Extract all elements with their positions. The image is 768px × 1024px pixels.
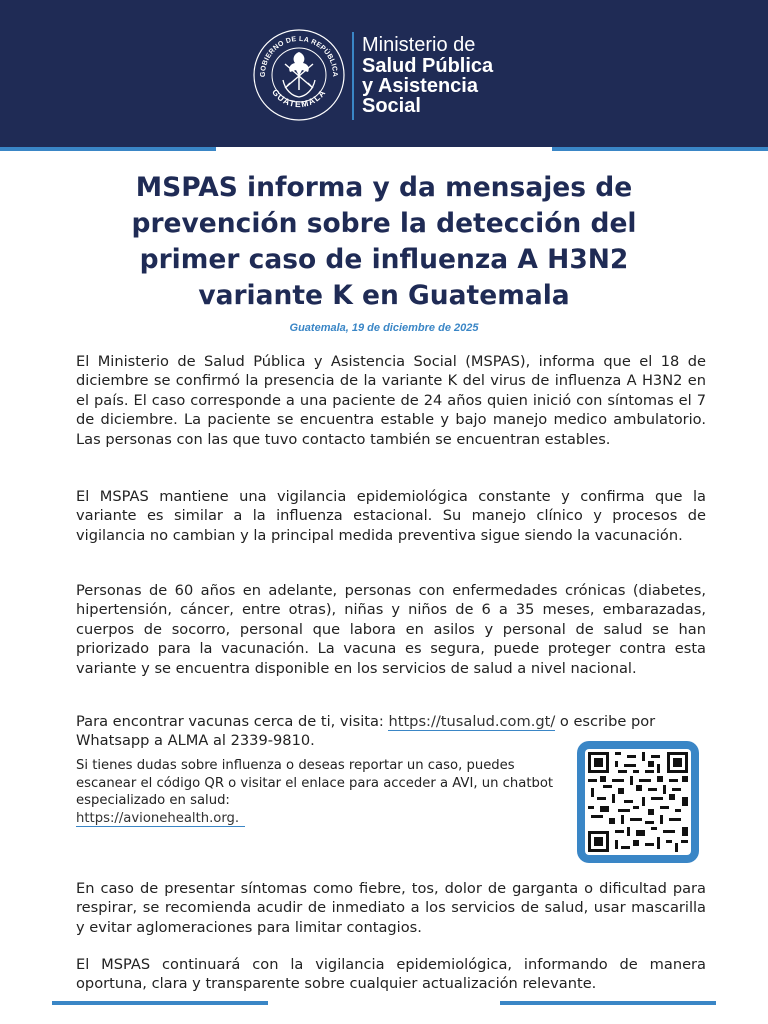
ministry-line-4: Social bbox=[362, 95, 421, 117]
ministry-line-3: y Asistencia bbox=[362, 75, 478, 97]
qr-code-frame[interactable] bbox=[577, 741, 699, 863]
qr-code-icon bbox=[588, 752, 688, 852]
paragraph-4-tail: o escribe por Whatsapp a ALMA al 2339-9810. bbox=[76, 713, 656, 750]
header-rule-left bbox=[0, 147, 216, 151]
page-title: MSPAS informa y da mensajes de prevención sobre la detección del primer caso de influenza A H3N2 variante K en Guatemala bbox=[131, 172, 637, 311]
footer-rule-right bbox=[500, 1001, 716, 1005]
ministry-line-1: Ministerio de bbox=[362, 34, 476, 56]
guatemala-seal-icon bbox=[252, 28, 346, 122]
paragraph-3: Personas de 60 años en adelante, personas con enfermedades crónicas (diabetes, hipertensión, cáncer, entre otras), niñas y niños de 6 a 35 meses, embarazadas, cuerpos de socorro, personal que labora en asilos y personal de salud se han priorizado para la vacunación. La vacuna es segura, puede proteger contra esta variante y se encuentra disponible en los servicios de salud a nivel nacional. bbox=[76, 582, 706, 677]
dateline: Guatemala, 19 de diciembre de 2025 bbox=[289, 322, 479, 334]
avi-link[interactable]: https://avionehealth.org. bbox=[76, 811, 245, 827]
paragraph-6: El MSPAS continuará con la vigilancia epidemiológica, informando de manera oportuna, clara y transparente sobre cualquier actualización relevante. bbox=[76, 956, 706, 993]
ministry-wordmark bbox=[362, 34, 493, 116]
header-rule-right bbox=[552, 147, 768, 151]
paragraph-2: El MSPAS mantiene una vigilancia epidemiológica constante y confirma que la variante es similar a la influenza estacional. Su manejo clínico y procesos de vigilancia no cambian y la principal medida preventiva sigue siendo la vacunación. bbox=[76, 488, 706, 544]
logo-divider bbox=[352, 32, 354, 120]
footer-rule-left bbox=[52, 1001, 268, 1005]
seal-ring-text: GOBIERNO DE LA REPÚBLICA bbox=[259, 35, 339, 78]
seal-country-text: GUATEMALA bbox=[270, 87, 328, 110]
paragraph-1: El Ministerio de Salud Pública y Asistencia Social (MSPAS), informa que el 18 de diciembre se confirmó la presencia de la variante K del virus de influenza A H3N2 en el país. El caso corresponde a una paciente de 24 años quien inició con síntomas el 7 de diciembre. La paciente se encuentra estable y bajo manejo medico ambulatorio. Las personas con las que tuvo contacto también se encuentran estables. bbox=[76, 353, 706, 448]
paragraph-4-lead: Para encontrar vacunas cerca de ti, visita: bbox=[76, 713, 389, 730]
header-banner bbox=[0, 0, 768, 147]
qr-instructions bbox=[76, 757, 562, 827]
tusalud-link[interactable]: https://tusalud.com.gt/ bbox=[388, 713, 556, 730]
paragraph-5: En caso de presentar síntomas como fiebre, tos, dolor de garganta o dificultad para respirar, se recomienda acudir de inmediato a los servicios de salud, usar mascarilla y evitar aglomeraciones para limitar contagios. bbox=[76, 880, 706, 936]
ministry-line-2: Salud Pública bbox=[362, 55, 494, 77]
qr-instructions-text: Si tienes dudas sobre influenza o deseas reportar un caso, puedes escanear el código QR o visitar el enlace para acceder a AVI, un chatbot especializado en salud: bbox=[76, 758, 554, 808]
